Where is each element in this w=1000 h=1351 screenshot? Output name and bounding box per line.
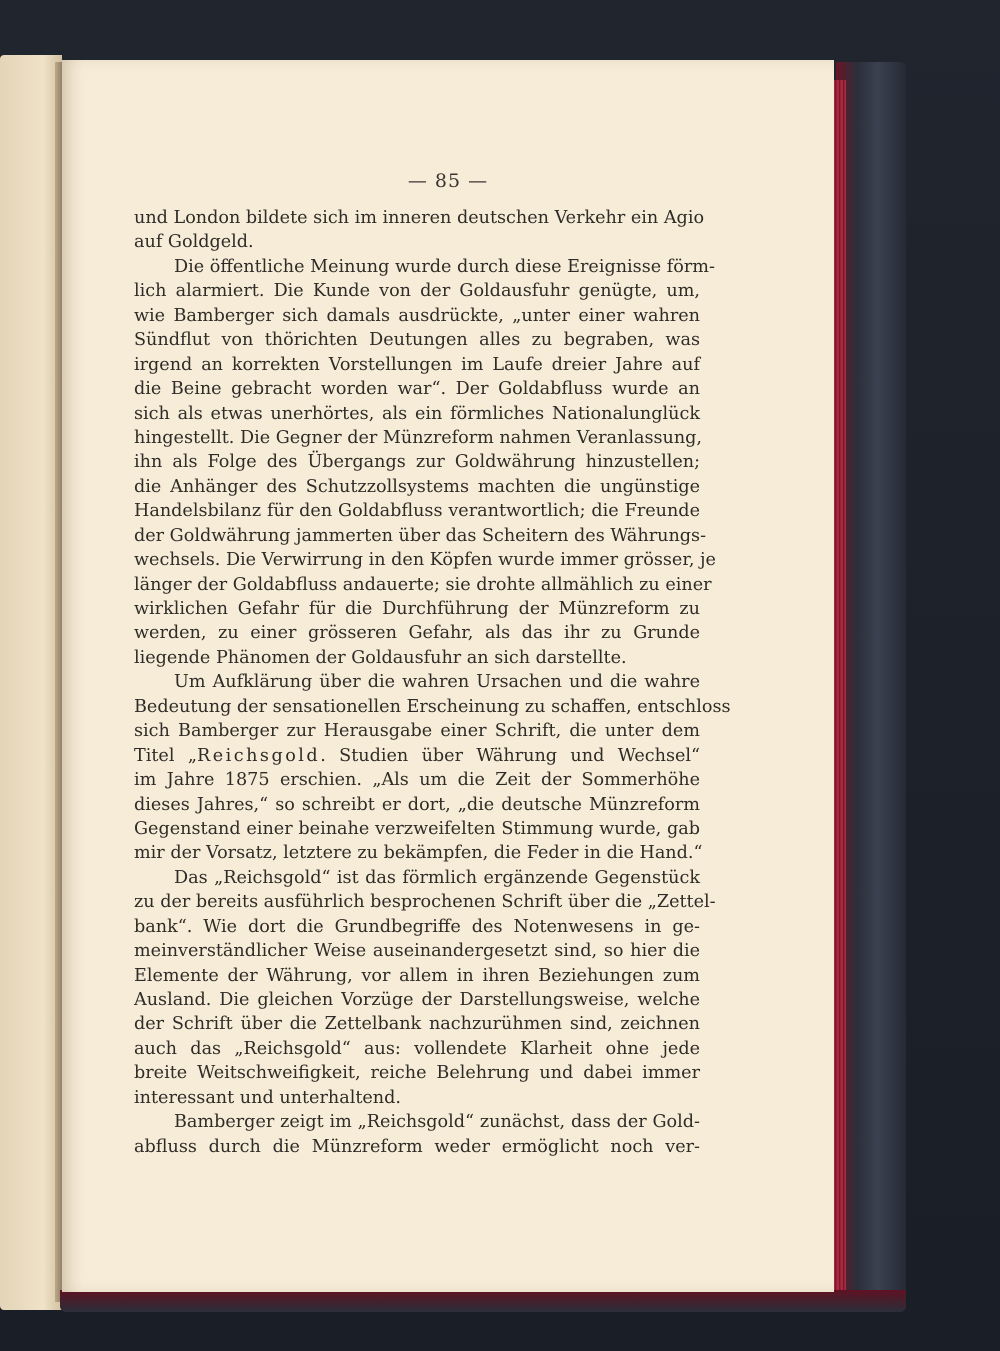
text-segment: Titel „ [134, 745, 197, 766]
text-line: wie Bamberger sich damals ausdrückte, „unter einer wahren [134, 305, 700, 326]
text-line: Sündflut von thörichten Deutungen alles zu begraben, was [134, 330, 700, 351]
text-line: Gegenstand einer beinahe verzweifelten Stimmung wurde, gab [134, 818, 700, 839]
text-line: wechsels. Die Verwirrung in den Köpfen wurde immer grösser, je [134, 550, 716, 571]
text-line: Die öffentliche Meinung wurde durch diese Ereignisse förm- [174, 256, 715, 277]
book-cover-right [836, 62, 906, 1302]
text-line: Das „Reichsgold“ ist das förmlich ergänzende Gegenstück [174, 867, 700, 888]
text-line: Bedeutung der sensationellen Erscheinung zu schaffen, entschloss [134, 696, 731, 717]
book-cover-bottom [60, 1290, 906, 1312]
text-line: im Jahre 1875 erschien. „Als um die Zeit der Sommerhöhe [134, 770, 700, 791]
text-line: hingestellt. Die Gegner der Münzreform nahmen Veranlassung, [134, 427, 703, 448]
text-line: Handelsbilanz für den Goldabfluss verantwortlich; die Freunde [134, 501, 700, 522]
facing-page-edge [0, 55, 62, 1310]
text-line: Bamberger zeigt im „Reichsgold“ zunächst, dass der Gold- [174, 1112, 700, 1133]
book-page [62, 60, 834, 1292]
text-line: ihn als Folge des Übergangs zur Goldwährung hinzustellen; [134, 452, 700, 473]
body-text [134, 206, 731, 1159]
text-line: sich Bamberger zur Herausgabe einer Schrift, die unter dem [134, 721, 700, 742]
text-line: breite Weitschweifigkeit, reiche Belehrung und dabei immer [134, 1063, 700, 1084]
text-line: dieses Jahres,“ so schreibt er dort, „die deutsche Münzreform [134, 794, 700, 815]
text-line: länger der Goldabfluss andauerte; sie drohte allmählich zu einer [134, 574, 712, 595]
text-line: wirklichen Gefahr für die Durchführung der Münzreform zu [134, 599, 700, 619]
text-line: lich alarmiert. Die Kunde von der Goldausfuhr genügte, um, [134, 281, 700, 302]
text-line: Ausland. Die gleichen Vorzüge der Darstellungsweise, welche [134, 990, 700, 1010]
text-line: die Beine gebracht worden war“. Der Goldabfluss wurde an [134, 379, 700, 400]
text-line: abfluss durch die Münzreform weder ermöglicht noch ver- [134, 1136, 700, 1157]
text-line: der Goldwährung jammerten über das Scheitern des Währungs- [134, 525, 707, 546]
text-line: werden, zu einer grösseren Gefahr, als das ihr zu Grunde [134, 623, 700, 644]
text-line: mir der Vorsatz, letztere zu bekämpfen, die Feder in die Hand.“ [134, 843, 703, 864]
text-line: und London bildete sich im inneren deutschen Verkehr ein Agio [134, 208, 705, 228]
page-block-edge [832, 80, 846, 1290]
text-line: interessant und unterhaltend. [134, 1087, 401, 1108]
text-line: meinverständlicher Weise auseinandergesetzt sind, so hier die [134, 941, 700, 962]
text-line: bank“. Wie dort die Grundbegriffe des Notenwesens in ge- [134, 916, 700, 937]
text-line [134, 744, 700, 768]
spaced-title: Reichsgold [196, 745, 321, 766]
text-line: der Schrift über die Zettelbank nachzurühmen sind, zeichnen [134, 1014, 700, 1035]
text-line: die Anhänger des Schutzzollsystems machten die ungünstige [134, 476, 700, 497]
text-line: auf Goldgeld. [134, 232, 254, 253]
text-line: liegende Phänomen der Goldausfuhr an sich darstellte. [134, 647, 627, 668]
text-line: auch das „Reichsgold“ aus: vollendete Klarheit ohne jede [134, 1038, 700, 1059]
text-line: Elemente der Währung, vor allem in ihren Beziehungen zum [134, 965, 700, 986]
text-segment: . Studien über Währung und Wechsel“ [320, 745, 701, 766]
text-line: Um Aufklärung über die wahren Ursachen und die wahre [174, 672, 700, 693]
text-line: sich als etwas unerhörtes, als ein förmliches Nationalunglück [134, 403, 700, 424]
text-line: irgend an korrekten Vorstellungen im Laufe dreier Jahre auf [134, 354, 700, 375]
text-line: zu der bereits ausführlich besprochenen Schrift über die „Zettel- [134, 892, 716, 913]
page-number: — 85 — [407, 170, 489, 192]
